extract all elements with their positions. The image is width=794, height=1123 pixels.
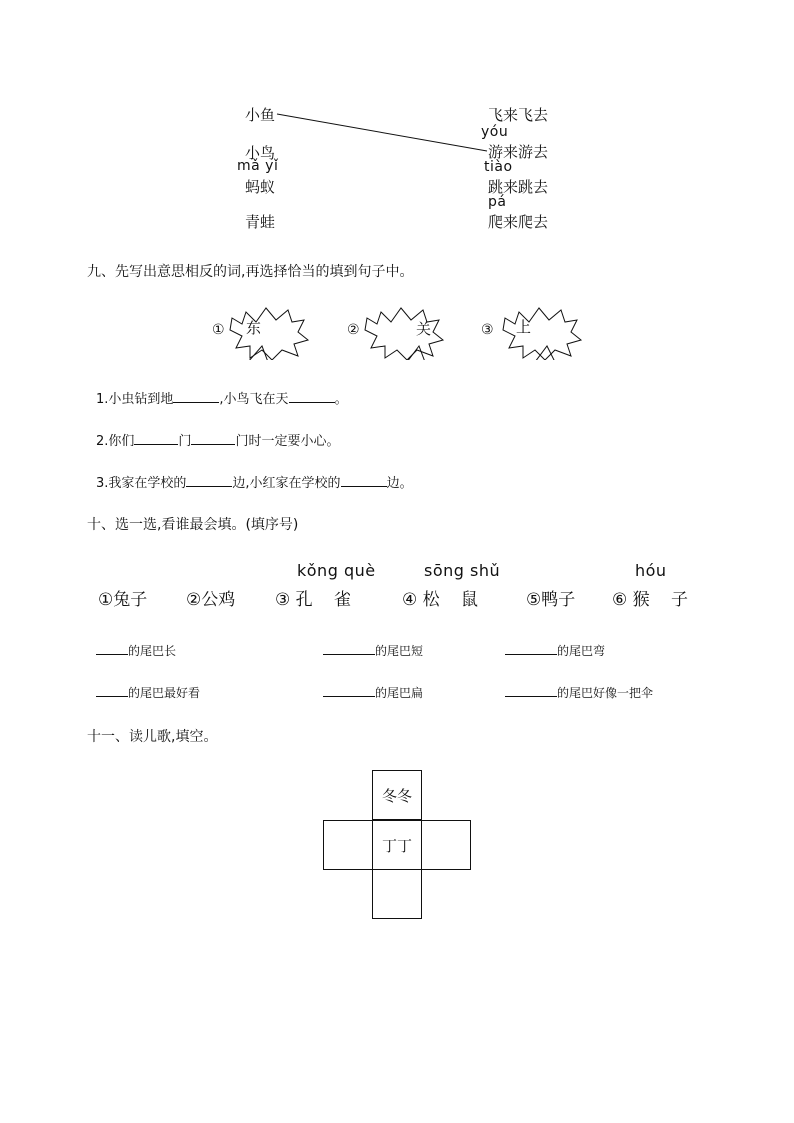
tail-blank-6: 的尾巴好像一把伞 (505, 684, 653, 701)
pinyin-pa: pá (488, 194, 507, 210)
pinyin-songshu: sōng shǔ (424, 561, 501, 580)
match-right-crawl[interactable]: 爬来爬去 (488, 213, 549, 231)
sentence-3: 3.我家在学校的 边,小红家在学校的 边。 (96, 476, 413, 491)
leaf-3-char: 上 (516, 318, 532, 336)
option-1: ①兔子 (98, 590, 148, 610)
tail-blank-5: 的尾巴扁 (323, 684, 423, 701)
match-right-swim[interactable]: 游来游去 (488, 143, 549, 161)
section10-heading: 十、选一选,看谁最会填。(填序号) (87, 517, 299, 533)
cell-top: 冬冬 (372, 770, 422, 820)
tail-blank-2: 的尾巴短 (323, 642, 423, 659)
tail-blank-3: 的尾巴弯 (505, 642, 605, 659)
sentence-1: 1.小虫钻到地 ,小鸟飞在天 。 (96, 392, 348, 407)
blank-tail-5[interactable] (323, 684, 375, 697)
pinyin-kongque: kǒng què (297, 561, 376, 580)
blank-2b[interactable] (191, 432, 235, 445)
pinyin-hou: hóu (635, 561, 667, 580)
option-2: ②公鸡 (186, 590, 236, 610)
pinyin-mayi: mǎ yǐ (237, 158, 279, 174)
pinyin-you: yóu (481, 124, 509, 140)
option-6: ⑥ 猴 子 (612, 590, 697, 610)
blank-3b[interactable] (341, 474, 387, 487)
cell-left[interactable] (323, 820, 373, 870)
leaf-3-number: ③ (481, 322, 494, 338)
blank-tail-3[interactable] (505, 642, 557, 655)
blank-tail-2[interactable] (323, 642, 375, 655)
leaf-1-number: ① (212, 322, 225, 338)
cell-right[interactable] (421, 820, 471, 870)
cell-bottom[interactable] (372, 869, 422, 919)
blank-1b[interactable] (289, 390, 335, 403)
leaf-3-shape (503, 308, 581, 360)
blank-tail-6[interactable] (505, 684, 557, 697)
leaf-2-char: 关 (416, 320, 432, 338)
blank-2a[interactable] (134, 432, 178, 445)
sentence-2: 2.你们 门 门时一定要小心。 (96, 434, 340, 449)
leaf-shapes (0, 298, 794, 360)
cell-center: 丁丁 (372, 820, 422, 870)
match-left-bird[interactable]: 小鸟 (245, 144, 276, 162)
blank-3a[interactable] (186, 474, 232, 487)
match-right-fly[interactable]: 飞来飞去 (488, 106, 549, 124)
blank-tail-1[interactable] (96, 642, 128, 655)
option-3: ③ 孔 雀 (275, 590, 360, 610)
blank-1a[interactable] (173, 390, 219, 403)
match-left-frog[interactable]: 青蛙 (245, 213, 276, 231)
leaf-1-shape (230, 308, 308, 360)
match-left-ant[interactable]: 蚂蚁 (245, 178, 276, 196)
leaf-2-number: ② (347, 322, 360, 338)
tail-blank-1: 的尾巴长 (96, 642, 176, 659)
leaf-2-shape (365, 308, 443, 360)
pinyin-tiao: tiào (484, 159, 513, 175)
blank-tail-4[interactable] (96, 684, 128, 697)
match-left-fish[interactable]: 小鱼 (245, 106, 276, 124)
section11-heading: 十一、读儿歌,填空。 (87, 729, 218, 745)
option-4: ④ 松 鼠 (402, 590, 487, 610)
option-5: ⑤鸭子 (526, 590, 576, 610)
leaf-1-char: 东 (246, 319, 262, 337)
section9-heading: 九、先写出意思相反的词,再选择恰当的填到句子中。 (87, 264, 414, 280)
match-right-jump[interactable]: 跳来跳去 (488, 178, 549, 196)
match-connector-line (0, 0, 794, 260)
tail-blank-4: 的尾巴最好看 (96, 684, 200, 701)
